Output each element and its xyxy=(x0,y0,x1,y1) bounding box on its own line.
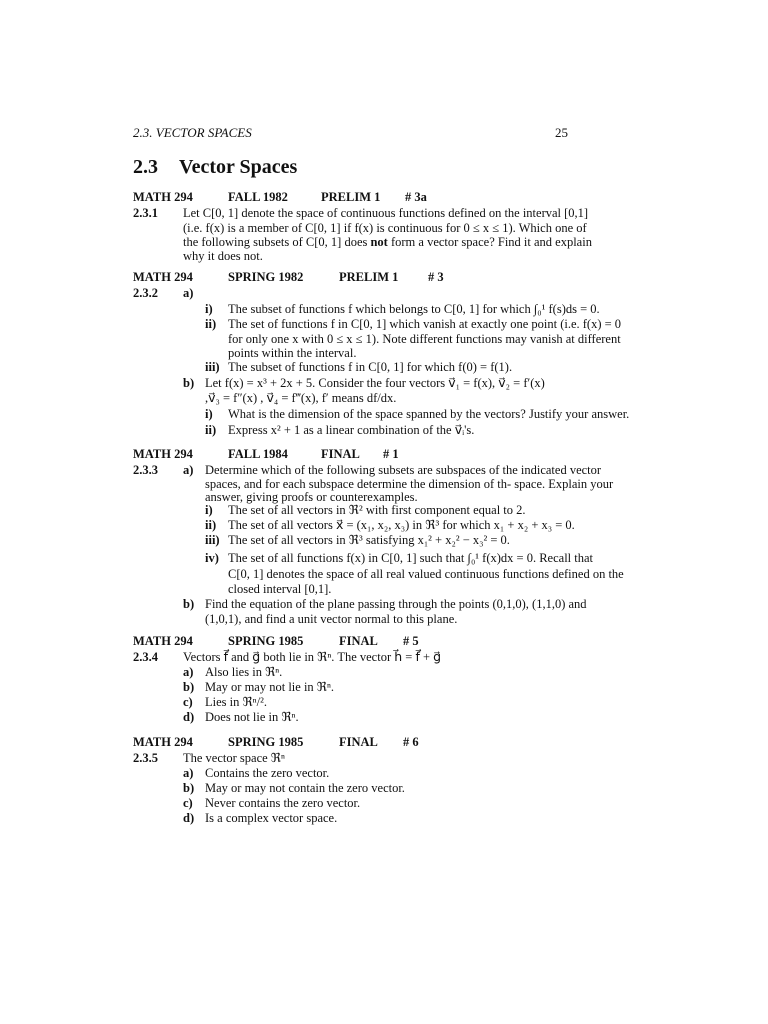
item-text-continued: closed interval [0,1]. xyxy=(228,582,332,596)
question-number: # 6 xyxy=(403,735,419,749)
part-text-line: Determine which of the following subsets are subspaces of the indicated vector xyxy=(205,463,602,477)
page-number: 25 xyxy=(555,125,568,140)
item-text: The subset of functions f which belongs to C[0, 1] for which ∫₀¹ f(s)ds = 0. xyxy=(228,302,600,316)
item-text: The set of all vectors in ℜ² with first component equal to 2. xyxy=(228,503,526,517)
part-label-a: a) xyxy=(183,286,194,300)
choice-label: b) xyxy=(183,680,195,694)
problem-id: 2.3.3 xyxy=(133,463,158,477)
course-label: MATH 294 xyxy=(133,735,193,749)
part-text-line: (1,0,1), and find a unit vector normal to this plane. xyxy=(205,612,458,626)
choice-label: d) xyxy=(183,811,195,825)
emphasis-not: not xyxy=(370,235,388,249)
problem-text-line: (i.e. f(x) is a member of C[0, 1] if f(x) is continuous for 0 ≤ x ≤ 1). Which one of xyxy=(183,221,587,235)
item-text-continued: for only one x with 0 ≤ x ≤ 1). Note different functions may vanish at different xyxy=(228,332,621,346)
item-text-continued: points within the interval. xyxy=(228,346,357,360)
exam-label: FINAL xyxy=(339,735,378,749)
course-label: MATH 294 xyxy=(133,190,193,204)
choice-label: c) xyxy=(183,695,193,709)
problem-stem: The vector space ℜⁿ xyxy=(183,751,285,765)
section-number: 2.3 xyxy=(133,156,158,178)
part-text-line: ,v⃗₃ = f″(x) , v⃗₄ = f‴(x), f′ means df/dx. xyxy=(205,391,397,405)
item-text: The set of all functions f(x) in C[0, 1] such that ∫₀¹ f(x)dx = 0. Recall that xyxy=(228,551,594,565)
part-text-line: Find the equation of the plane passing through the points (0,1,0), (1,1,0) and xyxy=(205,597,587,611)
choice-text: May or may not contain the zero vector. xyxy=(205,781,405,795)
exam-label: FINAL xyxy=(339,634,378,648)
part-text-line: spaces, and for each subspace determine the dimension of th- space. Explain your xyxy=(205,477,614,491)
choice-text: Is a complex vector space. xyxy=(205,811,338,825)
section-title: Vector Spaces xyxy=(179,156,298,178)
problem-id: 2.3.2 xyxy=(133,286,158,300)
choice-text: Also lies in ℜⁿ. xyxy=(205,665,283,679)
running-header xyxy=(133,125,568,141)
running-title: 2.3. VECTOR SPACES xyxy=(133,125,252,140)
item-text: The set of all vectors in ℜ³ satisfying x₁² + x₂² − x₃² = 0. xyxy=(228,533,510,547)
choice-label: a) xyxy=(183,766,194,780)
question-number: # 3 xyxy=(428,270,444,284)
part-label-b: b) xyxy=(183,376,195,390)
choice-text: Contains the zero vector. xyxy=(205,766,330,780)
item-label: i) xyxy=(205,503,213,517)
choice-label: c) xyxy=(183,796,193,810)
choice-text: Does not lie in ℜⁿ. xyxy=(205,710,299,724)
item-text: What is the dimension of the space spanned by the vectors? Justify your answer. xyxy=(228,407,630,421)
choice-text: Lies in ℜⁿ/². xyxy=(205,695,267,709)
problem-text-line: why it does not. xyxy=(183,249,263,263)
choice-label: b) xyxy=(183,781,195,795)
item-text: The subset of functions f in C[0, 1] for which f(0) = f(1). xyxy=(228,360,513,374)
part-text-line: Let f(x) = x³ + 2x + 5. Consider the four vectors v⃗₁ = f(x), v⃗₂ = f′(x) xyxy=(205,376,545,390)
question-number: # 1 xyxy=(383,447,399,461)
term-label: FALL 1984 xyxy=(228,447,288,461)
choice-text: Never contains the zero vector. xyxy=(205,796,361,810)
term-label: SPRING 1982 xyxy=(228,270,304,284)
course-label: MATH 294 xyxy=(133,634,193,648)
item-text: The set of all vectors x⃗ = (x₁, x₂, x₃) in ℜ³ for which x₁ + x₂ + x₃ = 0. xyxy=(228,518,575,532)
item-label: ii) xyxy=(205,317,217,331)
problem-id: 2.3.5 xyxy=(133,751,158,765)
question-number: # 5 xyxy=(403,634,419,648)
item-label: i) xyxy=(205,407,213,421)
exam-label: FINAL xyxy=(321,447,360,461)
exam-label: PRELIM 1 xyxy=(339,270,399,284)
term-label: SPRING 1985 xyxy=(228,634,304,648)
problem-text-line: Let C[0, 1] denote the space of continuous functions defined on the interval [0,1] xyxy=(183,206,589,220)
item-label: i) xyxy=(205,302,213,316)
problem-text-line: the following subsets of C[0, 1] does not form a vector space? Find it and explain xyxy=(183,235,592,249)
exam-label: PRELIM 1 xyxy=(321,190,381,204)
term-label: FALL 1982 xyxy=(228,190,288,204)
problem-id: 2.3.1 xyxy=(133,206,158,220)
problem-id: 2.3.4 xyxy=(133,650,158,664)
item-text-continued: C[0, 1] denotes the space of all real valued continuous functions defined on the xyxy=(228,567,624,581)
term-label: SPRING 1985 xyxy=(228,735,304,749)
course-label: MATH 294 xyxy=(133,447,193,461)
item-text: Express x² + 1 as a linear combination of the v⃗ᵢ's. xyxy=(228,423,475,437)
item-text: The set of functions f in C[0, 1] which vanish at exactly one point (i.e. f(x) = 0 xyxy=(228,317,622,331)
section-heading xyxy=(133,156,297,179)
choice-label: d) xyxy=(183,710,195,724)
item-label: iii) xyxy=(205,533,220,547)
choice-label: a) xyxy=(183,665,194,679)
item-label: ii) xyxy=(205,518,217,532)
item-label: iv) xyxy=(205,551,219,565)
part-label-a: a) xyxy=(183,463,194,477)
course-label: MATH 294 xyxy=(133,270,193,284)
problem-stem: Vectors f⃗ and g⃗ both lie in ℜⁿ. The vector h⃗ = f⃗ + g⃗ xyxy=(183,650,442,664)
question-number: # 3a xyxy=(405,190,427,204)
part-text-line: answer, giving proofs or counterexamples. xyxy=(205,490,418,504)
part-label-b: b) xyxy=(183,597,195,611)
choice-text: May or may not lie in ℜⁿ. xyxy=(205,680,335,694)
item-label: iii) xyxy=(205,360,220,374)
item-label: ii) xyxy=(205,423,217,437)
